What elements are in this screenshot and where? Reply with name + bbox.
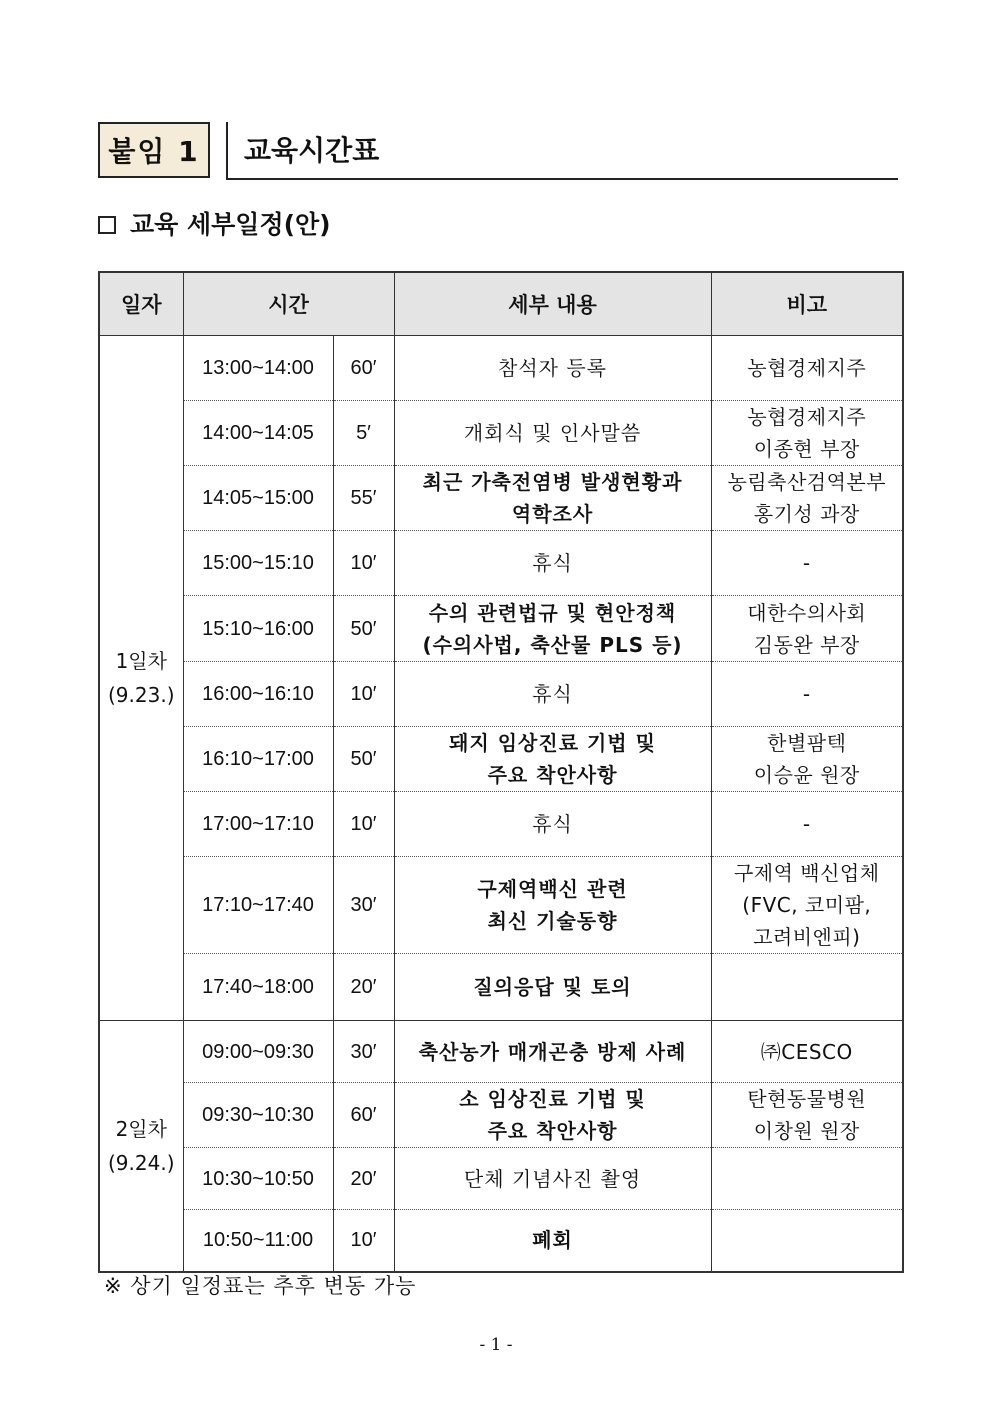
content-cell: 휴식 [394, 531, 711, 596]
table-row [99, 954, 903, 1021]
time-cell: 15:00~15:10 [183, 531, 333, 596]
table-row [99, 596, 903, 662]
note-cell [711, 1148, 903, 1210]
table-row [99, 1210, 903, 1272]
content-cell: 휴식 [394, 792, 711, 857]
content-cell: 단체 기념사진 촬영 [394, 1148, 711, 1210]
content-cell: 수의 관련법규 및 현안정책 (수의사법, 축산물 PLS 등) [394, 596, 711, 662]
header-note: 비고 [711, 272, 903, 336]
duration-cell: 20′ [333, 954, 394, 1021]
duration-cell: 55′ [333, 466, 394, 531]
note-cell: - [711, 792, 903, 857]
duration-cell: 10′ [333, 531, 394, 596]
note-cell [711, 954, 903, 1021]
table-row [99, 727, 903, 792]
schedule-table [98, 271, 904, 1273]
time-cell: 17:40~18:00 [183, 954, 333, 1021]
note-cell: ㈜CESCO [711, 1021, 903, 1083]
table-row [99, 857, 903, 954]
header-content: 세부 내용 [394, 272, 711, 336]
attachment-badge: 붙임 1 [98, 122, 210, 178]
time-cell: 17:00~17:10 [183, 792, 333, 857]
note-cell: 농협경제지주 [711, 336, 903, 401]
content-cell: 질의응답 및 토의 [394, 954, 711, 1021]
note-cell: 탄현동물병원 이창원 원장 [711, 1083, 903, 1148]
duration-cell: 10′ [333, 662, 394, 727]
duration-cell: 10′ [333, 792, 394, 857]
table-row [99, 1083, 903, 1148]
time-cell: 13:00~14:00 [183, 336, 333, 401]
table-header-row [99, 272, 903, 336]
time-cell: 09:00~09:30 [183, 1021, 333, 1083]
duration-cell: 60′ [333, 336, 394, 401]
day-cell: 1일차 (9.23.) [99, 336, 183, 1021]
page-number: - 1 - [479, 1335, 513, 1355]
note-cell [711, 1210, 903, 1272]
content-cell: 소 임상진료 기법 및 주요 착안사항 [394, 1083, 711, 1148]
note-cell: 대한수의사회 김동완 부장 [711, 596, 903, 662]
time-cell: 10:30~10:50 [183, 1148, 333, 1210]
time-cell: 10:50~11:00 [183, 1210, 333, 1272]
content-cell: 참석자 등록 [394, 336, 711, 401]
table-row [99, 466, 903, 531]
duration-cell: 30′ [333, 857, 394, 954]
table-row [99, 792, 903, 857]
note-cell: 농림축산검역본부 홍기성 과장 [711, 466, 903, 531]
note-cell: - [711, 662, 903, 727]
title-separator [226, 122, 228, 180]
content-cell: 축산농가 매개곤충 방제 사례 [394, 1021, 711, 1083]
duration-cell: 50′ [333, 596, 394, 662]
schedule-body [99, 336, 903, 1272]
section-subtitle [98, 206, 331, 244]
duration-cell: 50′ [333, 727, 394, 792]
duration-cell: 10′ [333, 1210, 394, 1272]
content-cell: 돼지 임상진료 기법 및 주요 착안사항 [394, 727, 711, 792]
title-row [98, 122, 898, 180]
table-row [99, 1021, 903, 1083]
table-row [99, 336, 903, 401]
duration-cell: 60′ [333, 1083, 394, 1148]
note-cell: 구제역 백신업체 (FVC, 코미팜, 고려비엔피) [711, 857, 903, 954]
note-cell: - [711, 531, 903, 596]
content-cell: 최근 가축전염병 발생현황과 역학조사 [394, 466, 711, 531]
time-cell: 15:10~16:00 [183, 596, 333, 662]
time-cell: 14:05~15:00 [183, 466, 333, 531]
table-row [99, 531, 903, 596]
time-cell: 16:10~17:00 [183, 727, 333, 792]
table-row [99, 401, 903, 466]
header-time: 시간 [183, 272, 394, 336]
subtitle-text: 교육 세부일정(안) [130, 210, 331, 239]
table-row [99, 662, 903, 727]
content-cell: 휴식 [394, 662, 711, 727]
time-cell: 14:00~14:05 [183, 401, 333, 466]
time-cell: 09:30~10:30 [183, 1083, 333, 1148]
content-cell: 구제역백신 관련 최신 기술동향 [394, 857, 711, 954]
duration-cell: 30′ [333, 1021, 394, 1083]
header-day: 일자 [99, 272, 183, 336]
content-cell: 폐회 [394, 1210, 711, 1272]
day-cell: 2일차 (9.24.) [99, 1021, 183, 1272]
table-row [99, 1148, 903, 1210]
note-cell: 한별팜텍 이승윤 원장 [711, 727, 903, 792]
note-cell: 농협경제지주 이종현 부장 [711, 401, 903, 466]
checkbox-square-icon [98, 216, 116, 234]
footnote: ※ 상기 일정표는 추후 변동 가능 [104, 1274, 417, 1298]
title-underline [226, 178, 898, 180]
time-cell: 16:00~16:10 [183, 662, 333, 727]
duration-cell: 20′ [333, 1148, 394, 1210]
duration-cell: 5′ [333, 401, 394, 466]
page-title: 교육시간표 [244, 134, 380, 167]
content-cell: 개회식 및 인사말씀 [394, 401, 711, 466]
time-cell: 17:10~17:40 [183, 857, 333, 954]
